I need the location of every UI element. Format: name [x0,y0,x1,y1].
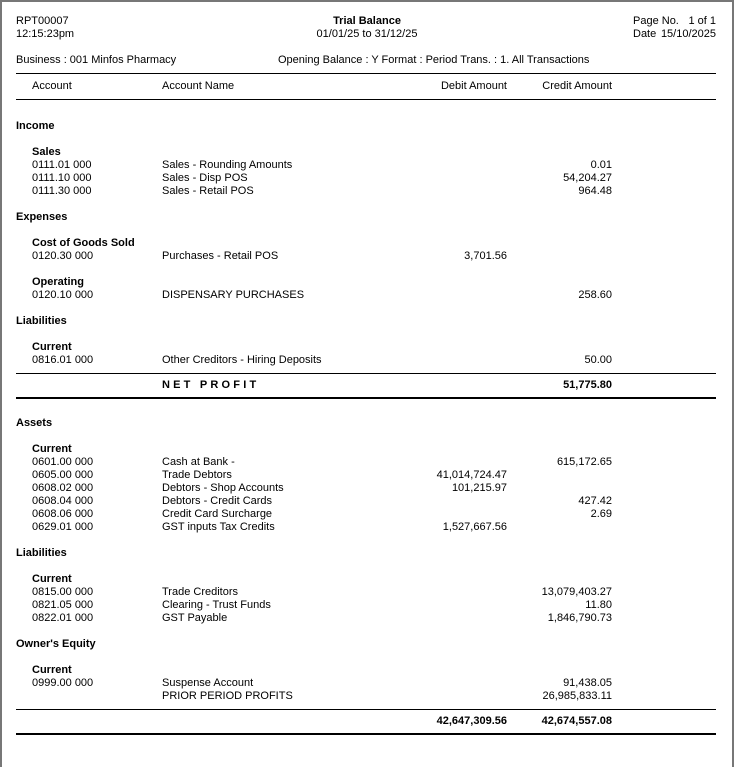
account-code: 0608.06 000 [32,508,94,520]
heading-label: Owner's Equity [16,638,96,650]
total-debit: 42,647,309.56 [436,715,507,727]
credit-amount: 13,079,403.27 [541,586,612,598]
account-code: 0815.00 000 [32,586,94,598]
credit-amount: 615,172.65 [556,456,612,468]
table-row [0,456,734,469]
total-credit: 42,674,557.08 [541,715,612,727]
account-code: 0999.00 000 [32,677,94,689]
table-row [0,495,734,508]
section-heading [0,547,734,560]
credit-amount: 11.80 [585,599,612,611]
table-row [0,159,734,172]
heading-label: Expenses [16,211,68,223]
totals-row [0,715,734,728]
group-heading [0,573,734,586]
table-row [0,586,734,599]
account-code: 0111.30 000 [32,185,92,197]
divider [16,709,716,710]
double-divider [16,397,716,399]
net-profit-row [0,379,734,392]
date-value: 15/10/2025 [660,28,716,40]
group-heading [0,146,734,159]
section-heading [0,211,734,224]
report-title: Trial Balance [333,15,401,27]
account-code: 0629.01 000 [32,521,94,533]
credit-amount: 54,204.27 [563,172,612,184]
group-heading [0,276,734,289]
col-account: Account [32,80,72,92]
credit-amount: 964.48 [578,185,612,197]
account-code: 0816.01 000 [32,354,94,366]
page-value: 1 of 1 [688,15,716,27]
account-code: 0120.10 000 [32,289,94,301]
section-heading [0,120,734,133]
account-name: Purchases - Retail POS [162,250,279,262]
debit-amount: 101,215.97 [451,482,507,494]
total-credit: 51,775.80 [563,379,612,391]
heading-label: Current [32,664,72,676]
double-divider [16,733,716,735]
credit-amount: 50.00 [584,354,612,366]
account-name: Cash at Bank - [162,456,235,468]
account-code: 0821.05 000 [32,599,94,611]
credit-amount: 1,846,790.73 [547,612,612,624]
account-code: 0608.02 000 [32,482,94,494]
group-heading [0,237,734,250]
col-account-name: Account Name [162,80,235,92]
account-name: Sales - Disp POS [162,172,248,184]
divider [16,73,716,74]
credit-amount: 26,985,833.11 [542,690,612,702]
section-heading [0,315,734,328]
date-label: Date [633,28,657,40]
table-row [0,289,734,302]
report-time: 12:15:23pm [16,28,75,40]
heading-label: Current [32,573,72,585]
table-row [0,677,734,690]
col-credit: Credit Amount [542,80,612,92]
table-row [0,508,734,521]
debit-amount: 3,701.56 [464,250,507,262]
credit-amount: 91,438.05 [563,677,612,689]
credit-amount: 2.69 [590,508,612,520]
account-name: Suspense Account [162,677,254,689]
debit-amount: 1,527,667.56 [442,521,507,533]
account-name: Sales - Retail POS [162,185,254,197]
heading-label: Current [32,443,72,455]
table-row [0,599,734,612]
heading-label: Sales [32,146,61,158]
report-options: Opening Balance : Y Format : Period Trans. : 1. All Transactions [278,54,590,66]
credit-amount: 0.01 [590,159,612,171]
col-debit: Debit Amount [440,80,507,92]
table-row [0,185,734,198]
account-name: GST inputs Tax Credits [162,521,275,533]
account-code: 0120.30 000 [32,250,94,262]
divider [16,373,716,374]
heading-label: Operating [32,276,84,288]
heading-label: Current [32,341,72,353]
report-period: 01/01/25 to 31/12/25 [316,28,418,40]
account-code: 0601.00 000 [32,456,94,468]
account-name: Sales - Rounding Amounts [162,159,293,171]
account-code: 0605.00 000 [32,469,94,481]
account-name: PRIOR PERIOD PROFITS [162,690,293,702]
table-row [0,469,734,482]
credit-amount: 427.42 [578,495,612,507]
heading-label: Liabilities [16,547,67,559]
report-id: RPT00007 [16,15,69,27]
account-name: Trade Creditors [162,586,239,598]
net-profit-label: NET PROFIT [162,379,260,391]
account-name: Trade Debtors [162,469,232,481]
report-body [0,100,734,735]
credit-amount: 258.60 [578,289,612,301]
account-name: Credit Card Surcharge [162,508,273,520]
table-row [0,250,734,263]
group-heading [0,664,734,677]
heading-label: Liabilities [16,315,67,327]
section-heading [0,417,734,430]
heading-label: Income [16,120,55,132]
table-row [0,690,734,703]
account-code: 0822.01 000 [32,612,94,624]
debit-amount: 41,014,724.47 [436,469,507,481]
table-row [0,521,734,534]
table-row [0,612,734,625]
table-row [0,354,734,367]
group-heading [0,341,734,354]
account-code: 0111.01 000 [32,159,92,171]
business-info: Business : 001 Minfos Pharmacy [16,54,177,66]
account-name: Debtors - Shop Accounts [162,482,284,494]
account-name: GST Payable [162,612,228,624]
account-name: Clearing - Trust Funds [162,599,271,611]
account-name: Debtors - Credit Cards [162,495,273,507]
section-heading [0,638,734,651]
account-name: Other Creditors - Hiring Deposits [162,354,322,366]
account-code: 0608.04 000 [32,495,94,507]
table-row [0,172,734,185]
heading-label: Cost of Goods Sold [32,237,135,249]
account-code: 0111.10 000 [32,172,92,184]
heading-label: Assets [16,417,53,429]
page-label: Page No. [633,15,679,27]
group-heading [0,443,734,456]
table-row [0,482,734,495]
account-name: DISPENSARY PURCHASES [162,289,305,301]
